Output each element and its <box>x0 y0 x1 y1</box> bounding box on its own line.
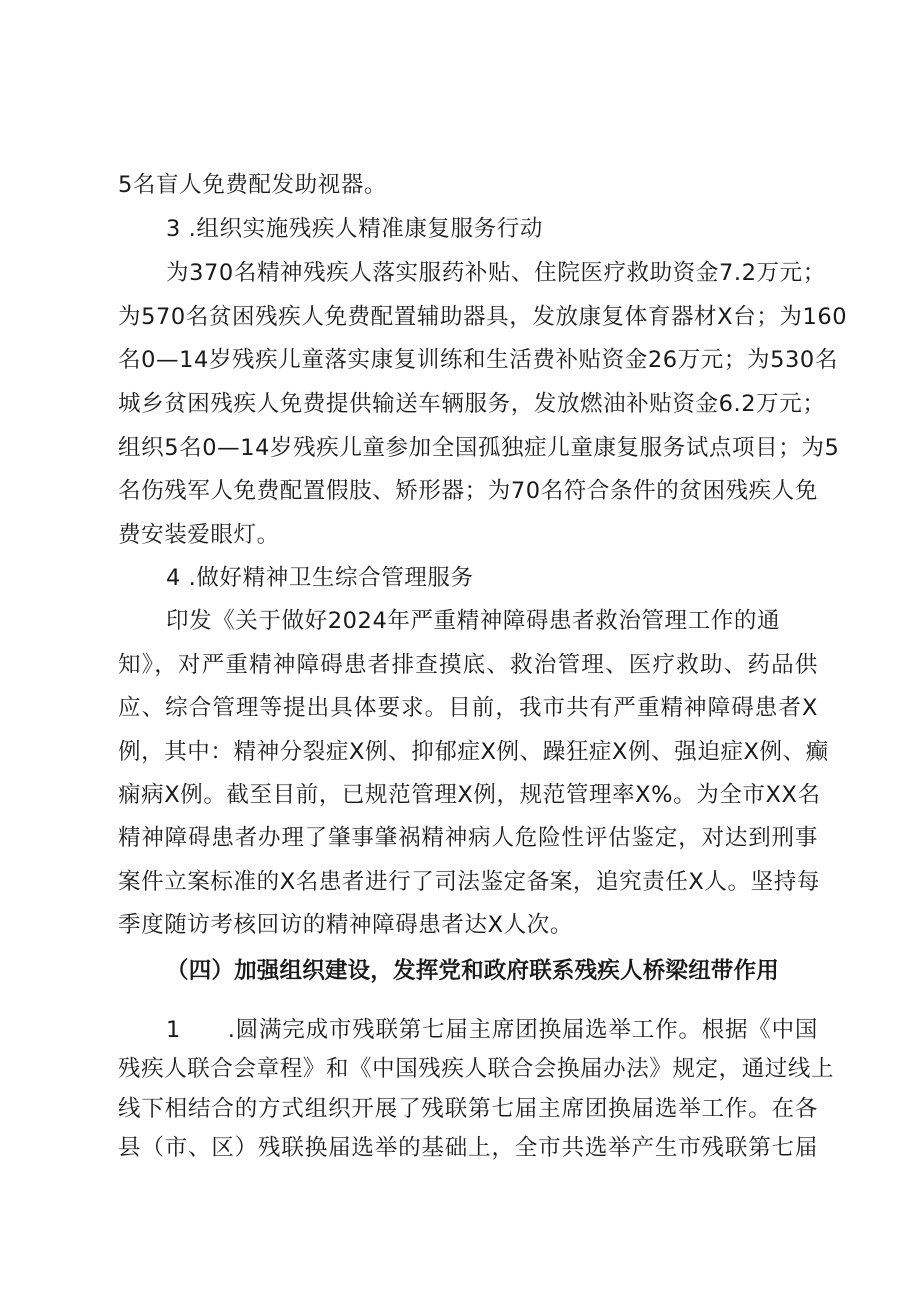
text-line-18: 季度随访考核回访的精神障碍患者达X人次。 <box>118 912 573 938</box>
section-heading-3: 3 .组织实施残疾人精准康复服务行动 <box>166 216 543 242</box>
text-line-8: 名伤残军人免费配置假肢、矫形器；为70名符合条件的贫困残疾人免 <box>118 478 818 504</box>
text-line-1: 5名盲人免费配发助视器。 <box>118 172 388 198</box>
text-line-9: 费安装爱眼灯。 <box>118 522 280 548</box>
text-line-16: 精神障碍患者办理了肇事肇祸精神病人危险性评估鉴定，对达到刑事 <box>118 825 818 851</box>
text-line-15: 痫病X例。截至目前，已规范管理X例，规范管理率X%。为全市XX名 <box>118 782 821 808</box>
text-line-3: 为370名精神残疾人落实服药补贴、住院医疗救助资金7.2万元； <box>166 260 826 286</box>
text-line-12: 知》，对严重精神障碍患者排查摸底、救治管理、医疗救助、药品供 <box>118 652 818 678</box>
text-line-22: 线下相结合的方式组织开展了残联第七届主席团换届选举工作。在各 <box>118 1096 818 1122</box>
text-line-14: 例，其中：精神分裂症X例、抑郁症X例、躁狂症X例、强迫症X例、癫 <box>118 739 829 765</box>
text-line-21: 残疾人联合会章程》和《中国残疾人联合会换届办法》规定，通过线上 <box>118 1056 835 1082</box>
text-line-11: 印发《关于做好2024年严重精神障碍患者救治管理工作的通 <box>166 608 781 634</box>
text-line-7: 组织5名0—14岁残疾儿童参加全国孤独症儿童康复服务试点项目；为5 <box>118 435 840 461</box>
text-line-20: 1 .圆满完成市残联第七届主席团换届选举工作。根据《中国 <box>166 1017 818 1043</box>
section-heading-four: （四）加强组织建设，发挥党和政府联系残疾人桥梁纽带作用 <box>166 958 779 984</box>
text-line-13: 应、综合管理等提出具体要求。目前，我市共有严重精神障碍患者X <box>118 695 818 721</box>
text-line-17: 案件立案标准的X名患者进行了司法鉴定备案，追究责任X人。坚持每 <box>118 869 820 895</box>
text-line-5: 名0—14岁残疾儿童落实康复训练和生活费补贴资金26万元；为530名 <box>118 347 838 373</box>
section-heading-4: 4 .做好精神卫生综合管理服务 <box>166 565 474 591</box>
text-line-6: 城乡贫困残疾人免费提供输送车辆服务，发放燃油补贴资金6.2万元； <box>118 391 826 417</box>
text-line-4: 为570名贫困残疾人免费配置辅助器具，发放康复体育器材X台；为160 <box>118 304 848 330</box>
text-line-23: 县（市、区）残联换届选举的基础上，全市共选举产生市残联第七届 <box>118 1135 818 1161</box>
